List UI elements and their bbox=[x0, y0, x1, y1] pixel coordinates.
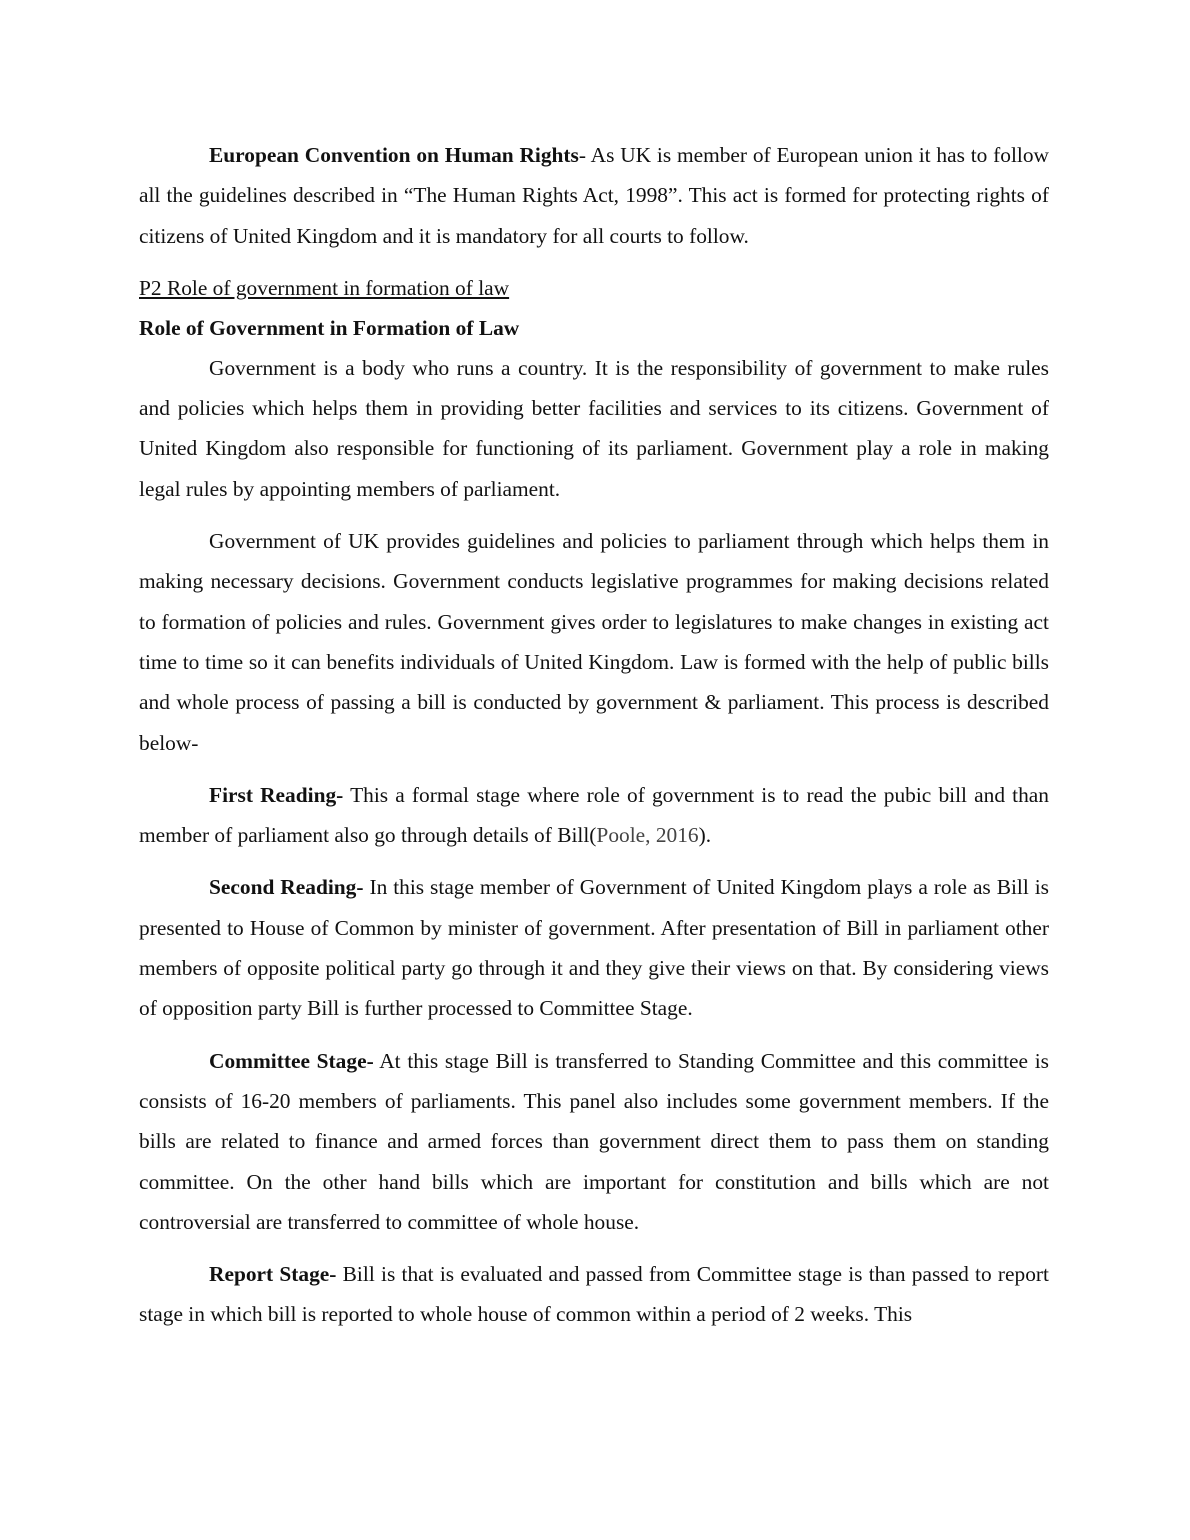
citation: Poole, 2016 bbox=[596, 823, 699, 848]
first-reading-tail: ). bbox=[698, 823, 712, 848]
committee-stage-body: At this stage Bill is transferred to Standing Committee and this committee is consists of 16-20 members of parliaments. This panel also includes some government members. If the bills are related to finance and armed forces than government direct them to pass them on standing committee. On the other hand bills which are important for constitution and bills which are not controversial are transferred to committee of whole house. bbox=[139, 1048, 1049, 1234]
bold-heading: Role of Government in Formation of Law bbox=[139, 315, 520, 340]
report-stage-paragraph bbox=[139, 1254, 1049, 1335]
second-reading-body: In this stage member of Government of United Kingdom plays a role as Bill is presented to House of Common by minister of government. After presentation of Bill in parliament other members of opposite political party go through it and they give their views on that. By considering views of opposition party Bill is further processed to Committee Stage. bbox=[139, 875, 1049, 1021]
second-reading-term: Second Reading- bbox=[209, 875, 364, 900]
first-reading-term: First Reading- bbox=[209, 782, 344, 807]
report-stage-body: Bill is that is evaluated and passed from Committee stage is than passed to report stage in which bill is reported to whole house of common within a period of 2 weeks. This bbox=[139, 1262, 1049, 1327]
section-heading: P2 Role of government in formation of law bbox=[139, 275, 510, 300]
intro-paragraph-2: Government of UK provides guidelines and policies to parliament through which helps them in making necessary decisions. Government conducts legislative programmes for making decisions related to formation of policies and rules. Government gives order to legislatures to make changes in existing act time to time so it can benefits individuals of United Kingdom. Law is formed with the help of public bills and whole process of passing a bill is conducted by government & parliament. This process is described below- bbox=[139, 529, 1049, 755]
committee-stage-paragraph bbox=[139, 1041, 1049, 1242]
committee-stage-term: Committee Stage- bbox=[209, 1048, 374, 1073]
echr-term: European Convention on Human Rights bbox=[209, 143, 579, 167]
echr-body: - As UK is member of European union it has to follow all the guidelines described in “The Human Rights Act, 1998”. This act is formed for protecting rights of citizens of United Kingdom and it is mandatory for all courts to follow. bbox=[139, 143, 1049, 248]
echr-paragraph bbox=[139, 135, 1049, 256]
first-reading-paragraph bbox=[139, 775, 1049, 856]
report-stage-term: Report Stage- bbox=[209, 1262, 337, 1287]
second-reading-paragraph bbox=[139, 867, 1049, 1028]
document-page bbox=[139, 135, 1049, 1335]
first-reading-body: This a formal stage where role of government is to read the pubic bill and than member of parliament also go through details of Bill( bbox=[139, 782, 1049, 848]
intro-paragraph-1: Government is a body who runs a country. It is the responsibility of government to make rules and policies which helps them in providing better facilities and services to its citizens. Government of United Kingdom also responsible for functioning of its parliament. Government play a role in making legal rules by appointing members of parliament. bbox=[139, 355, 1049, 501]
